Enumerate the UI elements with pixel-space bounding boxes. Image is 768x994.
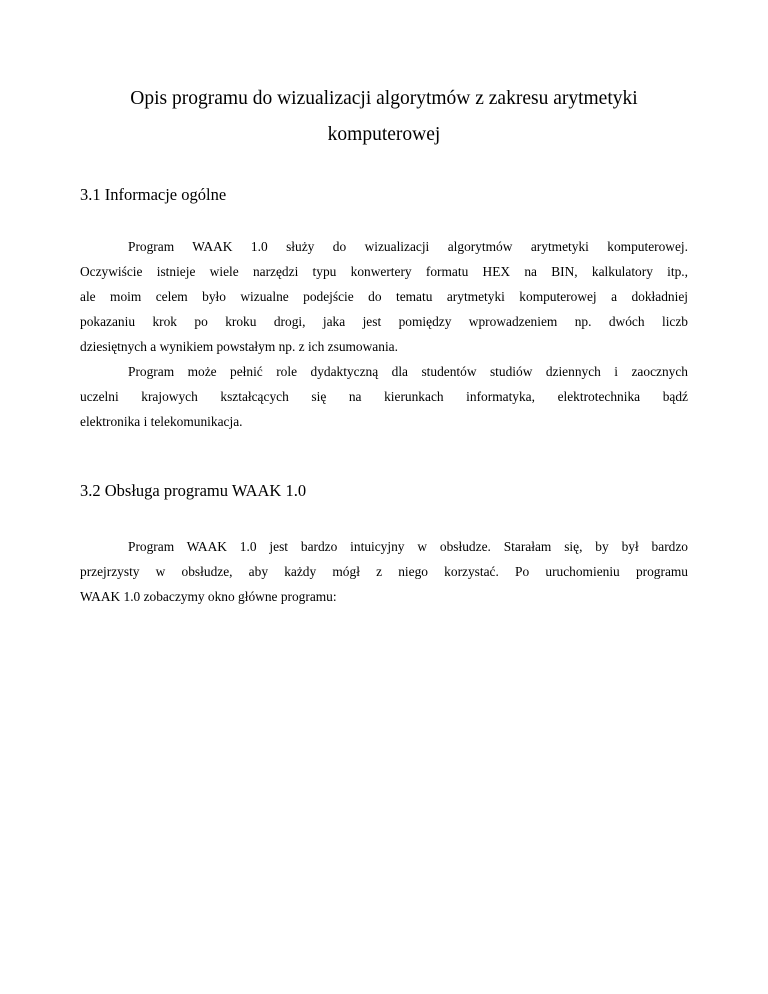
paragraph-line: elektronika i telekomunikacja. — [80, 414, 243, 429]
paragraph-line: Program WAAK 1.0 służy do wizualizacji algorytmów arytmetyki komputerowej. — [128, 239, 688, 254]
paragraph-line: pokazaniu krok po kroku drogi, jaka jest pomiędzy wprowadzeniem np. dwóch liczb — [80, 314, 688, 329]
paragraph-line: dziesiętnych a wynikiem powstałym np. z ich zsumowania. — [80, 339, 398, 354]
section2-paragraph-1 — [80, 534, 688, 609]
paragraph-line: Program może pełnić role dydaktyczną dla studentów studiów dziennych i zaocznych — [128, 364, 688, 379]
paragraph-line: ale moim celem było wizualne podejście do tematu arytmetyki komputerowej a dokładniej — [80, 289, 688, 304]
paragraph-line: WAAK 1.0 zobaczymy okno główne programu: — [80, 589, 337, 604]
paragraph-line: uczelni krajowych kształcących się na kierunkach informatyka, elektrotechnika bądź — [80, 389, 688, 404]
section-heading-informacje-ogolne: 3.1 Informacje ogólne — [80, 185, 227, 204]
document-title — [60, 84, 708, 156]
paragraph-line: Program WAAK 1.0 jest bardzo intuicyjny w obsłudze. Starałam się, by był bardzo — [128, 539, 688, 554]
title-line-2: komputerowej — [327, 124, 441, 145]
section-heading-obsluga-programu: 3.2 Obsługa programu WAAK 1.0 — [80, 481, 307, 500]
section1-paragraph-1 — [80, 234, 688, 434]
title-line-1: Opis programu do wizualizacji algorytmów z zakresu arytmetyki — [130, 88, 638, 109]
paragraph-line: Oczywiście istnieje wiele narzędzi typu konwertery formatu HEX na BIN, kalkulatory itp., — [80, 264, 688, 279]
paragraph-line: przejrzysty w obsłudze, aby każdy mógł z niego korzystać. Po uruchomieniu programu — [80, 564, 688, 579]
